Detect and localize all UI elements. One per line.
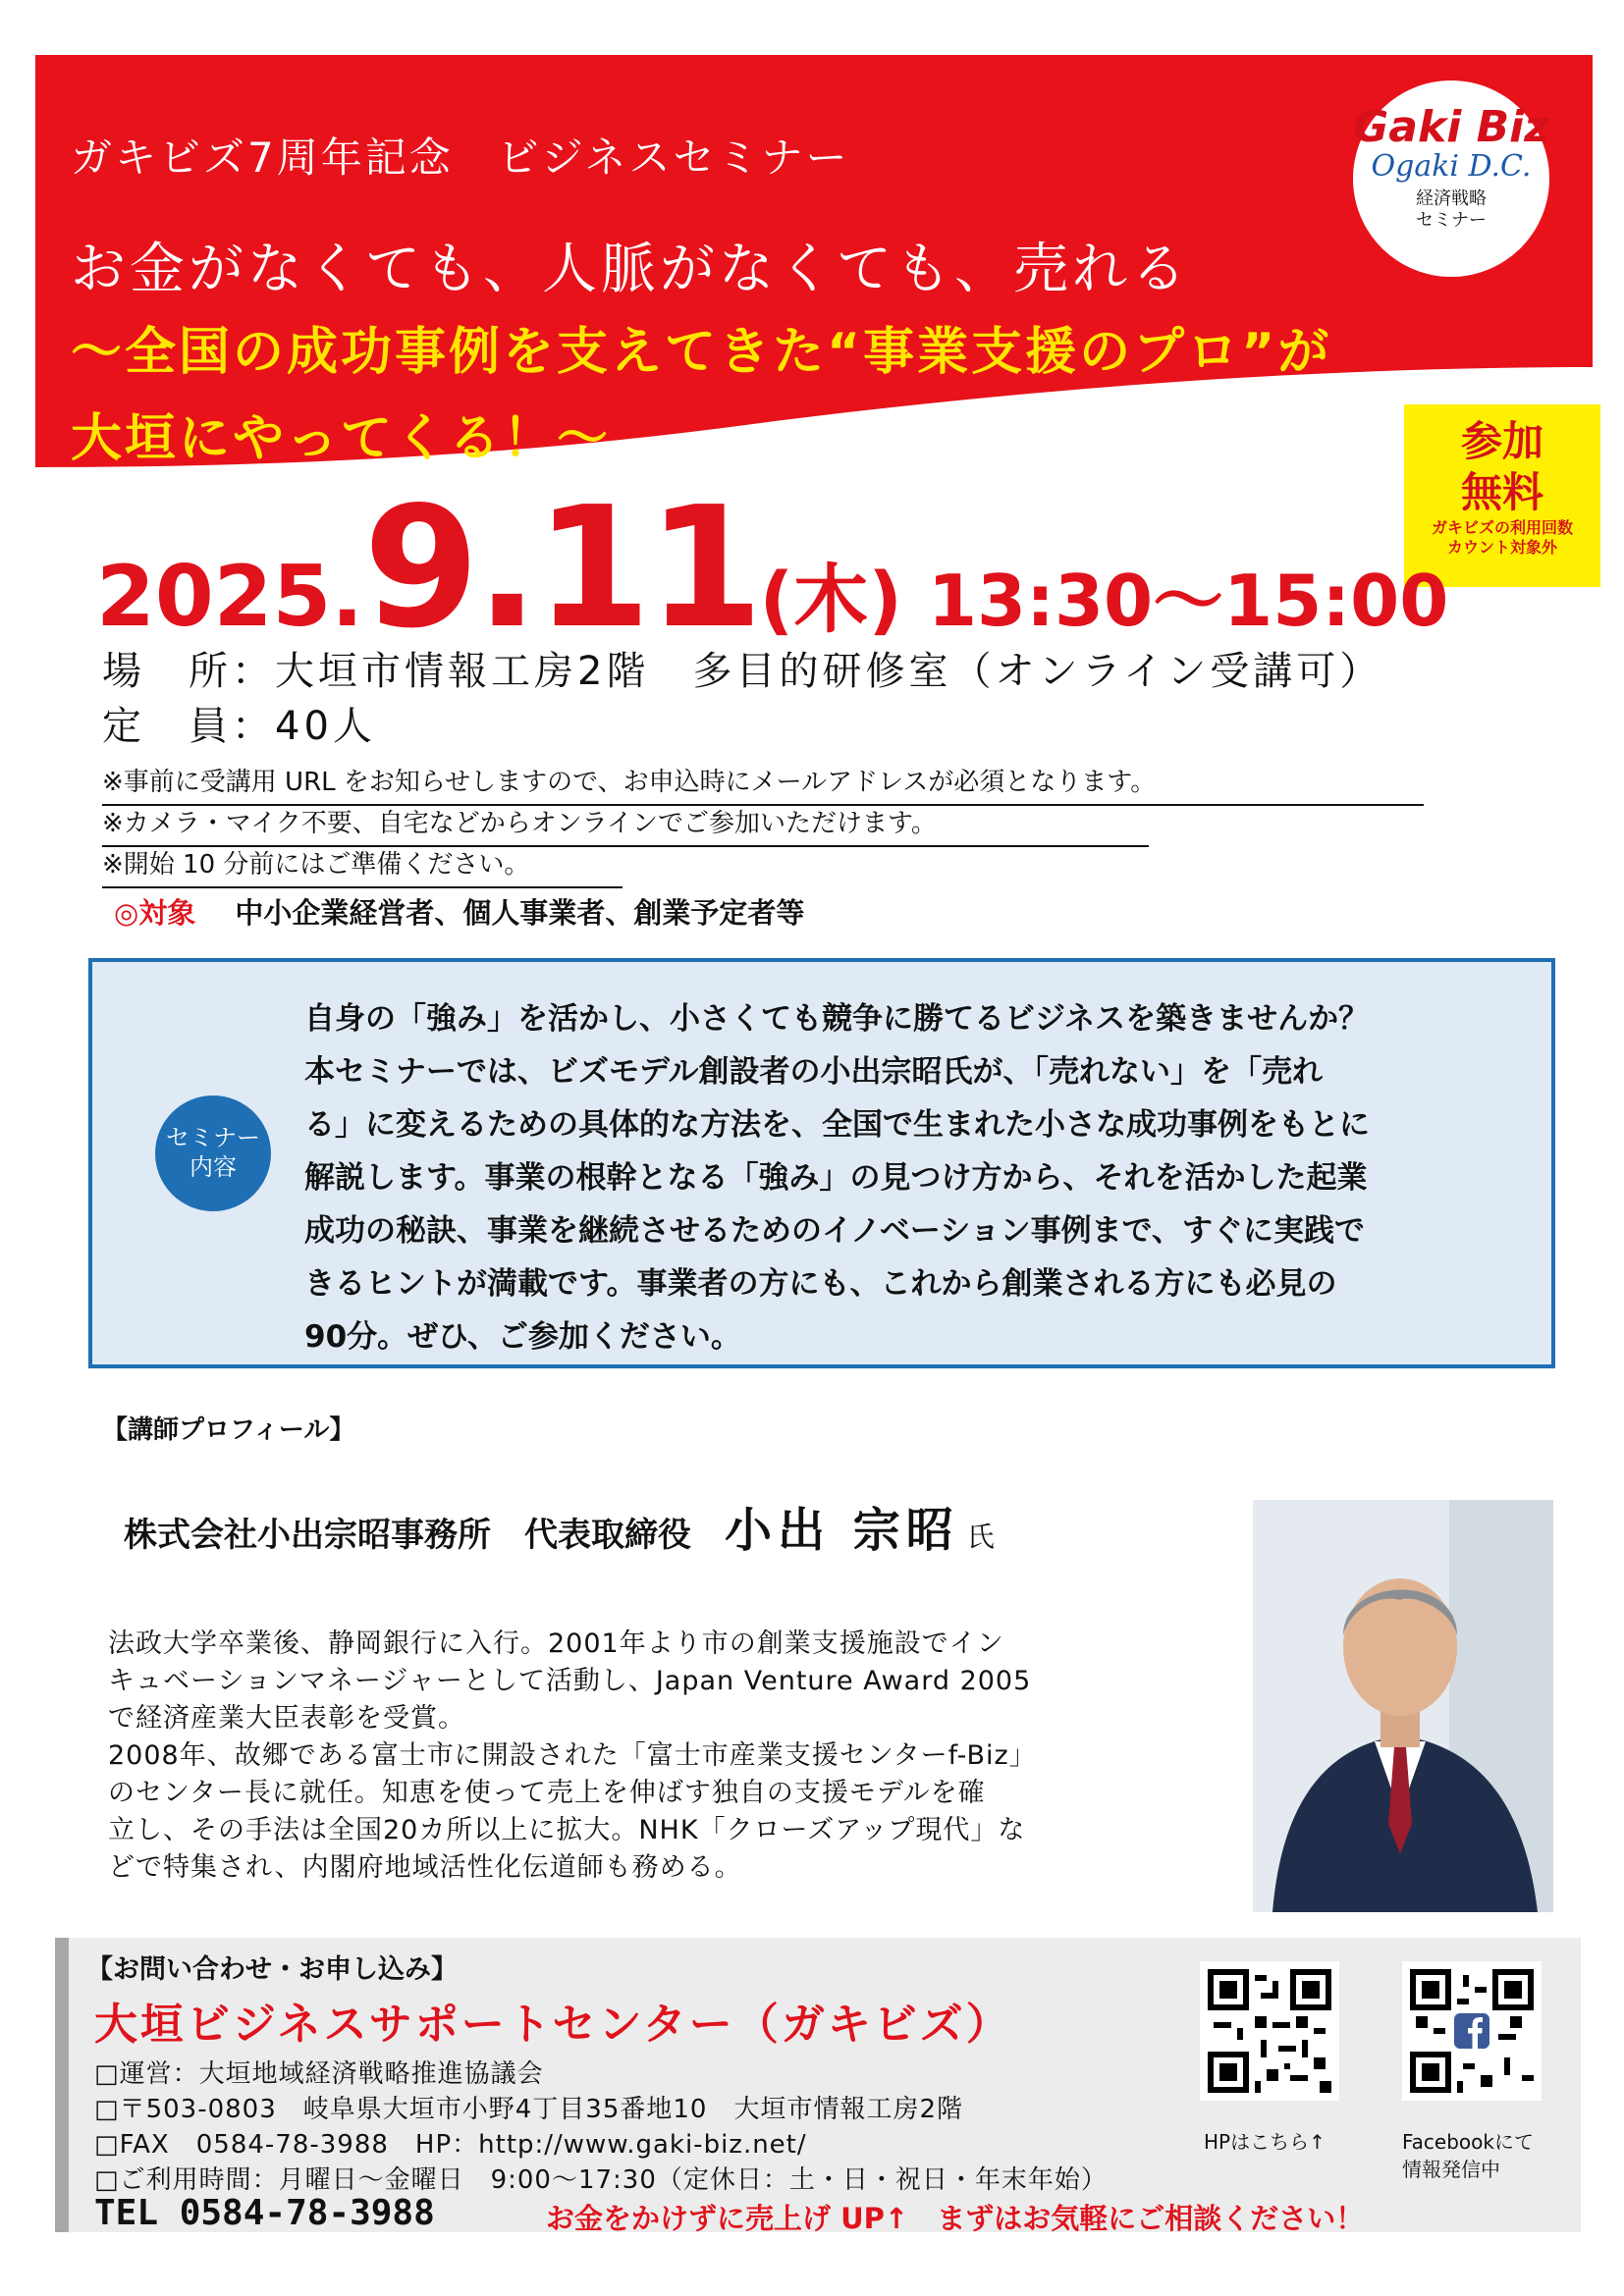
event-note-1: ※事前に受講用 URL をお知らせしますので、お申込時にメールアドレスが必須となります。 xyxy=(102,762,1424,806)
contact-line-1: □運営：大垣地域経済戦略推進協議会 xyxy=(94,2059,544,2089)
speaker-name: 小出 宗昭 xyxy=(725,1503,959,1558)
speaker-company: 株式会社小出宗昭事務所 代表取締役 xyxy=(124,1516,691,1555)
speaker-photo xyxy=(1253,1500,1553,1912)
seminar-line-5: 成功の秘訣、事業を継続させるためのイノベーション事例まで、すぐに実践で xyxy=(304,1213,1366,1249)
event-weekday: (木) xyxy=(759,556,902,643)
logo-gakibiz-text: Gaki Biz xyxy=(1353,102,1549,152)
target-label: ◎対象 xyxy=(114,896,196,930)
header-tagline-2: 大垣にやってくる！～ xyxy=(71,409,612,468)
contact-phone: TEL 0584-78-3988 xyxy=(94,2193,435,2233)
seminar-line-2: 本セミナーでは、ビズモデル創設者の小出宗昭氏が、「売れない」を「売れ xyxy=(304,1054,1323,1090)
event-target xyxy=(114,891,804,932)
bio-line-6: 立し、その手法は全国20カ所以上に拡大。NHK「クローズアップ現代」な xyxy=(108,1815,1026,1845)
speaker-honorific: 氏 xyxy=(966,1521,995,1553)
event-capacity: 定 員：40人 xyxy=(102,704,376,749)
event-note-3: ※開始 10 分前にはご準備ください。 xyxy=(102,844,623,888)
event-date: 9.11 xyxy=(363,471,760,666)
header-subtitle: ガキビズ7周年記念 ビジネスセミナー xyxy=(71,133,850,182)
seminar-line-7: 90分。ぜひ、ご参加ください。 xyxy=(304,1319,741,1355)
header-tagline-1: ～全国の成功事例を支えてきた“事業支援のプロ”が xyxy=(71,323,1332,382)
contact-line-4: □ご利用時間：月曜日～金曜日 9:00～17:30（定休日：土・日・祝日・年末年始） xyxy=(94,2165,1108,2195)
facebook-qr-caption-1: Facebookにて xyxy=(1402,2130,1534,2154)
badge-line-2: 内容 xyxy=(189,1153,237,1181)
free-badge-note-1: ガキビズの利用回数 xyxy=(1431,518,1573,537)
logo-ogaki-text: Ogaki D.C. xyxy=(1371,149,1532,184)
bio-line-3: で経済産業大臣表彰を受賞。 xyxy=(108,1703,465,1734)
contact-heading: 【お問い合わせ・お申し込み】 xyxy=(86,1954,458,1985)
bio-line-1: 法政大学卒業後、静岡銀行に入行。2001年より市の創業支援施設でイン xyxy=(108,1629,1004,1659)
seminar-line-6: きるヒントが満載です。事業者の方にも、これから創業される方にも必見の xyxy=(304,1266,1337,1302)
profile-heading: 【講師プロフィール】 xyxy=(102,1415,355,1445)
contact-line-3: □FAX 0584-78-3988 HP：http://www.gaki-biz.net/ xyxy=(94,2130,807,2160)
seminar-line-4: 解説します。事業の根幹となる「強み」の見つけ方から、それを活かした起業 xyxy=(304,1160,1368,1196)
logo-caption-2: セミナー xyxy=(1416,210,1487,231)
bio-line-7: どで特集され、内閣府地域活性化伝道師も務める。 xyxy=(108,1852,742,1883)
facebook-qr-code[interactable] xyxy=(1402,1961,1542,2101)
seminar-content-badge xyxy=(155,1095,271,1211)
event-datetime xyxy=(96,471,1448,666)
contact-organization: 大垣ビジネスサポートセンター（ガキビズ） xyxy=(94,2000,1012,2050)
event-year: 2025. xyxy=(96,548,364,646)
badge-line-1: セミナー xyxy=(166,1124,260,1151)
speaker-title xyxy=(124,1492,995,1560)
bio-line-5: のセンター長に就任。知恵を使って売上を伸ばす独自の支援モデルを確 xyxy=(108,1778,986,1808)
facebook-qr-caption-2: 情報発信中 xyxy=(1402,2158,1500,2181)
hp-qr-code[interactable] xyxy=(1200,1961,1339,2101)
free-badge-note-2: カウント対象外 xyxy=(1446,538,1557,557)
gakibiz-logo xyxy=(1353,80,1549,277)
bio-line-2: キュベーションマネージャーとして活動し、Japan Venture Award 2005 xyxy=(108,1666,1032,1696)
hp-qr-caption: HPはこちら↑ xyxy=(1204,2130,1326,2154)
seminar-line-3: る」に変えるための具体的な方法を、全国で生まれた小さな成功事例をもとに xyxy=(304,1107,1370,1143)
event-venue: 場 所：大垣市情報工房2階 多目的研修室（オンライン受講可） xyxy=(102,649,1383,694)
bio-line-4: 2008年、故郷である富士市に開設された「富士市産業支援センターf-Biz」 xyxy=(108,1740,1037,1771)
contact-line-2: □〒503-0803 岐阜県大垣市小野4丁目35番地10 大垣市情報工房2階 xyxy=(94,2095,963,2124)
free-badge-line-2: 無料 xyxy=(1460,468,1543,516)
seminar-line-1: 自身の「強み」を活かし、小さくても競争に勝てるビジネスを築きませんか？ xyxy=(304,1001,1370,1037)
event-note-2: ※カメラ・マイク不要、自宅などからオンラインでご参加いただけます。 xyxy=(102,803,1149,847)
header-title: お金がなくても、人脈がなくても、売れる xyxy=(71,238,1190,301)
free-badge-line-1: 参加 xyxy=(1460,417,1543,465)
contact-slogan: お金をかけずに売上げ UP↑ まずはお気軽にご相談ください！ xyxy=(546,2202,1365,2235)
target-value: 中小企業経営者、個人事業者、創業予定者等 xyxy=(235,896,805,930)
logo-caption-1: 経済戦略 xyxy=(1416,188,1487,209)
event-time: 13:30～15:00 xyxy=(927,560,1449,642)
